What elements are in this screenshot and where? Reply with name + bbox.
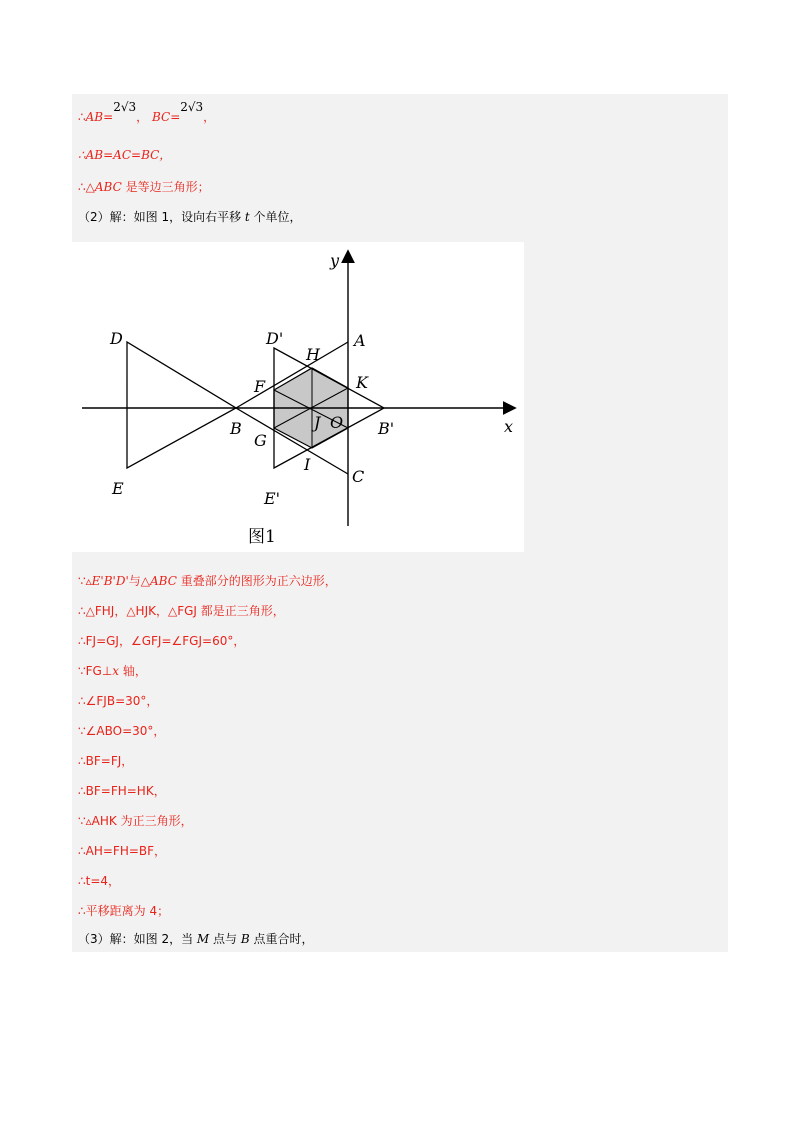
document-page xyxy=(72,94,728,952)
line-17-post: 点重合时， xyxy=(249,932,314,946)
line-9: ∴∠FJB=30°， xyxy=(78,694,159,708)
label-j: J xyxy=(314,413,321,432)
therefore-symbol: ∴ xyxy=(78,110,86,124)
label-g: G xyxy=(254,431,267,450)
line-3-rest: 是等边三角形； xyxy=(121,180,210,194)
line-5-mid: 与△ xyxy=(128,574,151,588)
line-8 xyxy=(78,662,147,680)
line-5 xyxy=(78,572,337,590)
line-8-post: 轴， xyxy=(119,664,147,678)
line-5-pre: ∵▵ xyxy=(78,574,92,588)
point-b: B xyxy=(240,932,250,946)
line-2: ∴AB=AC=BC， xyxy=(78,148,172,162)
label-x: x xyxy=(504,417,514,436)
var-t: t xyxy=(244,210,250,224)
line-7: ∴FJ=GJ，∠GFJ=∠FGJ=60°， xyxy=(78,634,246,648)
seg-bc: BC xyxy=(151,110,171,124)
line-end: ， xyxy=(203,110,216,124)
label-e-prime: E' xyxy=(264,489,281,508)
line-4-post: 个单位， xyxy=(249,210,302,224)
var-x: x xyxy=(112,664,120,678)
label-b: B xyxy=(230,419,242,438)
label-d-prime: D' xyxy=(266,329,284,348)
equals-2: = xyxy=(170,110,181,124)
line-3-prefix: ∴△ xyxy=(78,180,95,194)
line-13: ∵▵AHK 为正三角形， xyxy=(78,814,193,828)
line-11: ∴BF=FJ， xyxy=(78,754,134,768)
line-16: ∴平移距离为 4； xyxy=(78,904,170,918)
label-i: I xyxy=(304,455,311,474)
label-o: O xyxy=(330,413,344,432)
line-8-pre: ∵FG⊥ xyxy=(78,664,113,678)
label-k: K xyxy=(356,373,368,392)
value-bc: 2√3 xyxy=(180,100,204,114)
line-17-mid: 点与 xyxy=(209,932,241,946)
line-12: ∴BF=FH=HK， xyxy=(78,784,166,798)
line-3 xyxy=(78,178,210,196)
equals-1: = xyxy=(103,110,114,124)
line-17 xyxy=(78,930,314,948)
line-5-post: 重叠部分的图形为正六边形， xyxy=(176,574,337,588)
separator: ， xyxy=(136,110,149,124)
triangle-eprime: E'B'D' xyxy=(91,574,129,588)
line-17-pre: （3）解：如图 2，当 xyxy=(78,932,197,946)
line-6: ∴△FHJ，△HJK，△FGJ 都是正三角形， xyxy=(78,604,285,618)
triangle-abc-2: ABC xyxy=(150,574,177,588)
triangle-dbe xyxy=(127,342,236,468)
line-1 xyxy=(78,100,216,126)
seg-ab: AB xyxy=(85,110,104,124)
label-c: C xyxy=(352,467,365,486)
label-h: H xyxy=(306,345,320,364)
line-14: ∴AH=FH=BF， xyxy=(78,844,167,858)
figure-1 xyxy=(72,242,524,552)
figure-caption: 图1 xyxy=(248,527,276,547)
line-4 xyxy=(78,208,302,226)
line-10: ∵∠ABO=30°， xyxy=(78,724,166,738)
geometry-diagram xyxy=(72,242,524,552)
label-d: D xyxy=(110,329,123,348)
line-4-pre: （2）解：如图 1，设向右平移 xyxy=(78,210,245,224)
label-a: A xyxy=(354,331,366,350)
label-y: y xyxy=(330,251,340,270)
line-15: ∴t=4， xyxy=(78,874,121,888)
value-ab: 2√3 xyxy=(113,100,137,114)
point-m: M xyxy=(196,932,210,946)
triangle-abc: ABC xyxy=(94,180,122,194)
label-f: F xyxy=(254,377,266,396)
label-b-prime: B' xyxy=(378,419,395,438)
label-e: E xyxy=(112,479,124,498)
